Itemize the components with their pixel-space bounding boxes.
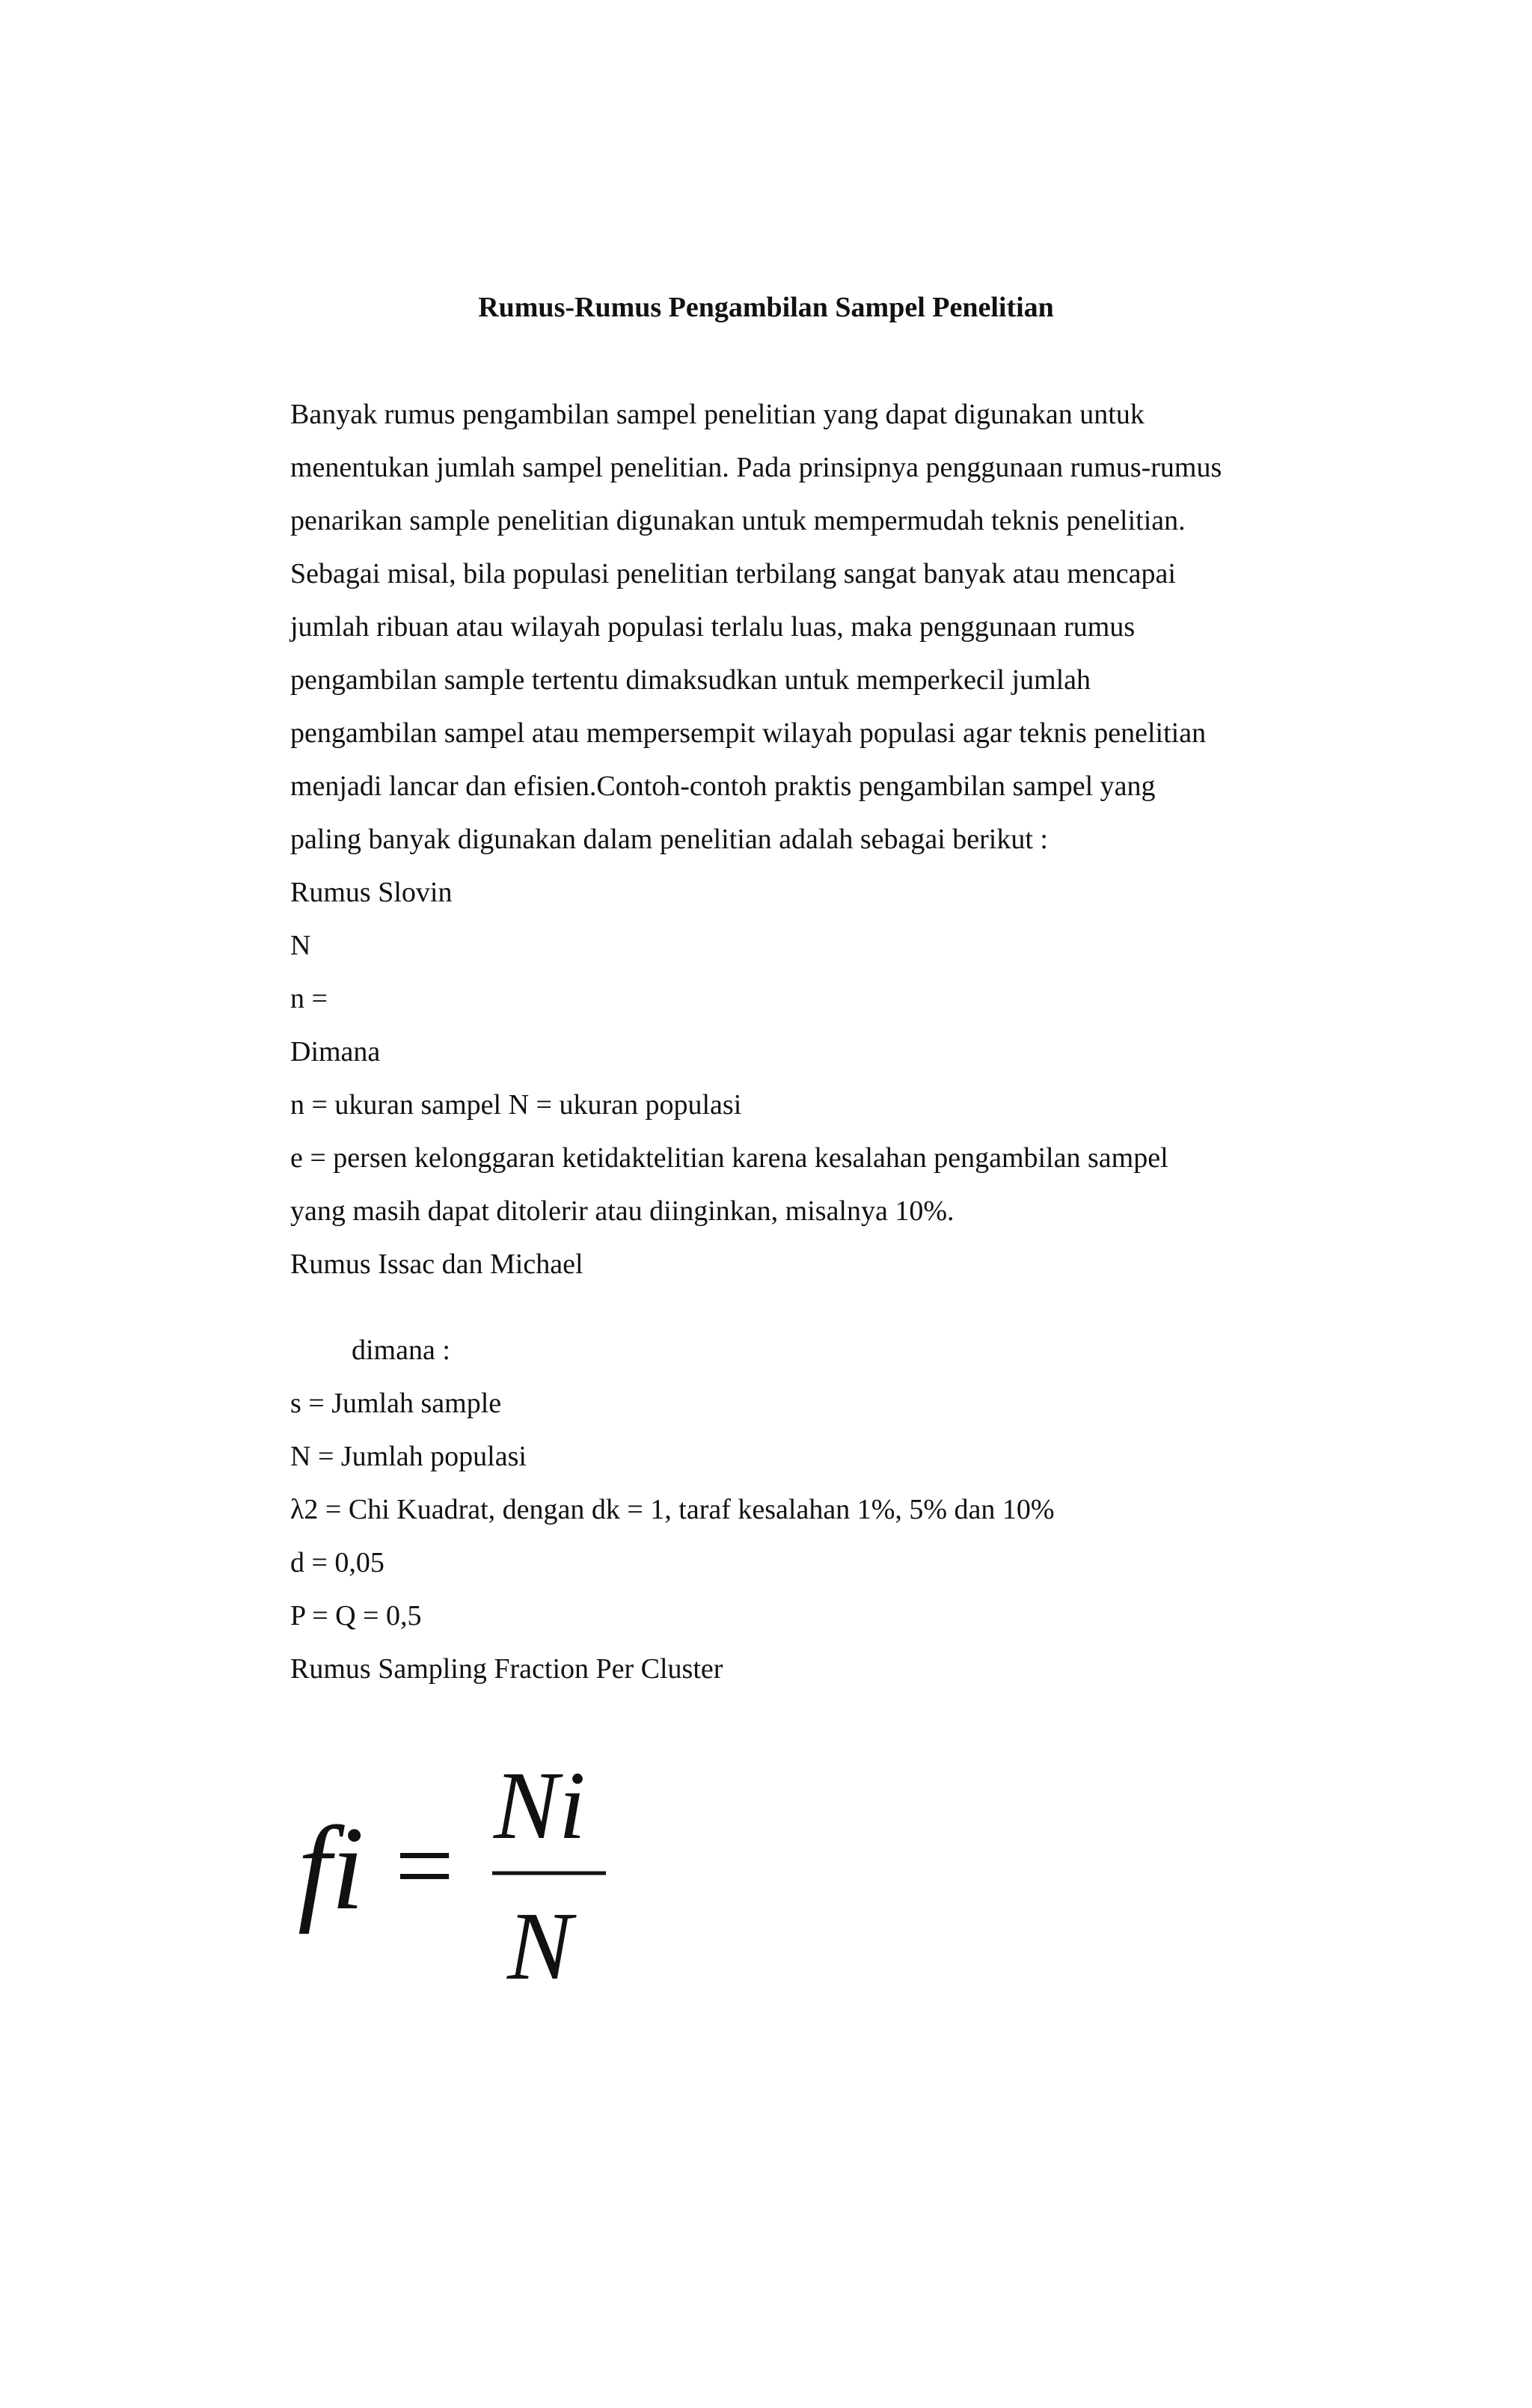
- heading-rumus-slovin: Rumus Slovin: [290, 877, 453, 908]
- definition-line: n = ukuran sampel N = ukuran populasi: [290, 1089, 742, 1121]
- formula-lhs: fi: [298, 1801, 364, 1934]
- paragraph-line: menjadi lancar dan efisien.Contoh-contoh praktis pengambilan sampel yang: [290, 771, 1156, 802]
- formula-equals: =: [395, 1808, 454, 1924]
- heading-rumus-issac-michael: Rumus Issac dan Michael: [290, 1249, 583, 1280]
- paragraph-line: menentukan jumlah sampel penelitian. Pada prinsipnya penggunaan rumus-rumus: [290, 452, 1222, 483]
- heading-sampling-fraction: Rumus Sampling Fraction Per Cluster: [290, 1653, 723, 1685]
- sampling-fraction-formula: [290, 1754, 627, 2001]
- definition-line: s = Jumlah sample: [290, 1388, 502, 1419]
- document-title: Rumus-Rumus Pengambilan Sampel Penelitian: [478, 292, 1054, 323]
- definition-line: P = Q = 0,5: [290, 1600, 422, 1632]
- paragraph-line: jumlah ribuan atau wilayah populasi terlalu luas, maka penggunaan rumus: [290, 611, 1136, 643]
- definition-line: N = Jumlah populasi: [290, 1441, 527, 1472]
- definition-label: dimana :: [352, 1335, 450, 1366]
- definition-line: λ2 = Chi Kuadrat, dengan dk = 1, taraf kesalahan 1%, 5% dan 10%: [290, 1494, 1055, 1525]
- paragraph-line: Banyak rumus pengambilan sampel penelitian yang dapat digunakan untuk: [290, 399, 1145, 430]
- formula-denominator: N: [507, 1893, 572, 2000]
- formula-numerator: Ni: [494, 1754, 586, 1860]
- definition-label: Dimana: [290, 1036, 381, 1067]
- definition-line: e = persen kelonggaran ketidaktelitian karena kesalahan pengambilan sampel: [290, 1142, 1168, 1174]
- slovin-n-equals: n =: [290, 983, 328, 1014]
- paragraph-line: pengambilan sampel atau mempersempit wilayah populasi agar teknis penelitian: [290, 717, 1207, 749]
- paragraph-line: Sebagai misal, bila populasi penelitian terbilang sangat banyak atau mencapai: [290, 558, 1176, 589]
- paragraph-line: paling banyak digunakan dalam penelitian adalah sebagai berikut :: [290, 824, 1048, 855]
- definition-line: d = 0,05: [290, 1547, 384, 1578]
- paragraph-line: pengambilan sample tertentu dimaksudkan untuk memperkecil jumlah: [290, 664, 1091, 696]
- slovin-numerator: N: [290, 930, 311, 961]
- paragraph-line: penarikan sample penelitian digunakan untuk mempermudah teknis penelitian.: [290, 505, 1186, 536]
- definition-line: yang masih dapat ditolerir atau diinginkan, misalnya 10%.: [290, 1195, 955, 1227]
